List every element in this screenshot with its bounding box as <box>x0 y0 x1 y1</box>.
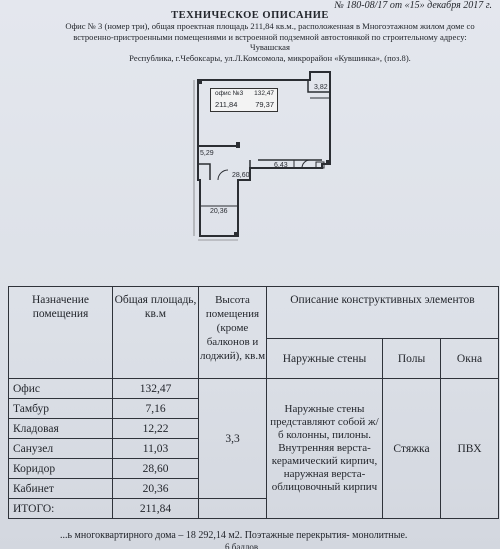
height-value: 3,3 <box>199 379 267 499</box>
windows-description: ПВХ <box>441 379 499 519</box>
table-row <box>9 379 499 399</box>
room-name: Кабинет <box>9 479 113 499</box>
room-label-3: 28,60 <box>232 172 250 179</box>
room-name: Кладовая <box>9 419 113 439</box>
room-area: 11,03 <box>113 439 199 459</box>
room-area: 7,16 <box>113 399 199 419</box>
header-purpose: Назначение помещения <box>9 287 113 379</box>
header-area: Общая площадь, кв.м <box>113 287 199 379</box>
header-height: Высота помещения (кроме балконов и лоджий), кв.м <box>199 287 267 379</box>
room-area: 28,60 <box>113 459 199 479</box>
total-area: 211,84 <box>113 499 199 519</box>
header-floors: Полы <box>383 339 441 379</box>
footer-line-2: 6 баллов <box>225 542 259 549</box>
office-info-box <box>210 88 278 112</box>
document-title: ТЕХНИЧЕСКОЕ ОПИСАНИЕ <box>171 10 329 21</box>
intro-line-2: встроенно-пристроенными помещениями и встроенной подземной автостоянкой по строительному адресу: Чувашская <box>73 31 467 52</box>
room-label-2: 5,29 <box>200 150 214 157</box>
specification-table <box>8 286 499 519</box>
floors-description: Стяжка <box>383 379 441 519</box>
walls-description: Наружные стены представляют собой ж/б колонны, пилоны. Внутренняя верста-керамический кирпич, наружная верста-облицовочный кирпич <box>267 379 383 519</box>
office-area: 211,84 <box>215 100 238 109</box>
document-intro <box>60 21 480 63</box>
header-description: Описание конструктивных элементов <box>267 287 499 339</box>
intro-line-3: Республика, г.Чебоксары, ул.Л.Комсомола, микрорайон «Кувшинка», (поз.8). <box>129 52 411 63</box>
header-windows: Окна <box>441 339 499 379</box>
room-area: 20,36 <box>113 479 199 499</box>
room-label-1: 3,82 <box>314 84 328 91</box>
document-reference: № 180-08/17 от «15» декабря 2017 г. <box>334 0 492 11</box>
room-name: Коридор <box>9 459 113 479</box>
office-label: офис №3 <box>215 90 244 97</box>
total-empty-cell <box>199 499 267 519</box>
intro-line-1: Офис № 3 (номер три), общая проектная площадь 211,84 кв.м., расположенная в Многоэтажном жилом доме со <box>65 21 475 31</box>
room-name: Санузел <box>9 439 113 459</box>
footer-line-1: ...ь многоквартирного дома – 18 292,14 м2. Поэтажные перекрытия- монолитные. <box>60 530 408 541</box>
total-label: ИТОГО: <box>9 499 113 519</box>
room-name: Офис <box>9 379 113 399</box>
room-area: 12,22 <box>113 419 199 439</box>
office-useful: 79,37 <box>255 100 274 109</box>
floor-plan <box>190 68 340 243</box>
room-area: 132,47 <box>113 379 199 399</box>
room-label-5: 20,36 <box>210 208 228 215</box>
room-name: Тамбур <box>9 399 113 419</box>
header-walls: Наружные стены <box>267 339 383 379</box>
office-total: 132,47 <box>254 90 274 97</box>
room-label-4: 6,43 <box>274 162 288 169</box>
